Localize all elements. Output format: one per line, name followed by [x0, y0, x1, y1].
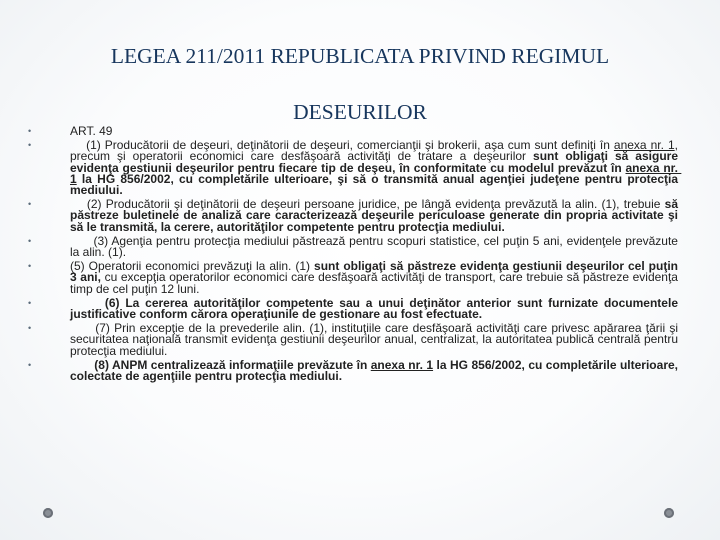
bullet-icon: • — [28, 199, 32, 210]
list-item — [28, 233, 682, 260]
paragraph-text: sunt obligaţi să asigure evidenţa gestiunii deşeurilor pentru fiecare tip de deşeu, în conformitate cu modelul prevăzut în — [70, 149, 682, 175]
paragraph-text: , precum şi operatorii economici care desfăşoară activităţi de tratare a deşeurilor — [70, 138, 682, 164]
paragraph-text: (8) ANPM centralizează informaţiile prevăzute în — [70, 357, 371, 372]
paragraph-text: ART. 49 — [70, 124, 113, 138]
paragraph-text: (6) La cererea autorităţilor competente sau a unui deţinător anterior sunt furnizate documentele justificative conform cărora operaţiunile de gestionare au fost efectuate. — [70, 295, 682, 322]
bullet-icon: • — [28, 323, 32, 334]
list-item — [28, 138, 682, 198]
slide-title — [40, 28, 680, 140]
list-item — [28, 295, 682, 322]
bullet-icon: • — [28, 140, 32, 151]
list-item — [28, 126, 678, 137]
list-item — [28, 321, 682, 358]
title-line-2: DESEURILOR — [293, 100, 427, 124]
paragraph-text: (1) Producătorii de deşeuri, deţinătorii de deşeuri, comercianţii şi brokerii, aşa cum sunt definiţi în — [70, 138, 614, 153]
paragraph-text: cu excepţia operatorilor economici care desfăşoară activităţi de transport, care trebuie să păstreze evidenţa timp de cel puţin 12 luni. — [70, 270, 682, 296]
annex-reference-link-text: anexa nr. 1 — [370, 357, 434, 372]
paragraph-text: (7) Prin excepţie de la prevederile alin. (1), instituţiile care desfăşoară activităţi care privesc apărarea ţării şi securitatea naţională transmit evidenţa gestiunii deşeurilor anual, centralizat, la autoritatea publică centrală pentru protecţia mediului. — [70, 321, 682, 358]
paragraph-text: (2) Producătorii şi deţinătorii de deşeuri persoane juridice, pe lângă evidenţa prevăzută la alin. (1), trebuie — [70, 197, 665, 212]
bullet-icon: • — [28, 126, 32, 136]
paragraph-text: la HG 856/2002, cu completările ulterioare, colectate de agenţiile pentru protecţia mediului. — [70, 357, 682, 384]
list-item — [28, 357, 682, 384]
list-item — [28, 197, 682, 234]
annex-reference-link-text: anexa nr. 1 — [613, 138, 675, 153]
bullet-icon: • — [28, 359, 32, 370]
bullet-icon: • — [28, 235, 32, 246]
list-item — [28, 259, 682, 296]
paragraph-text: (5) Operatorii economici prevăzuţi la alin. (1) — [70, 259, 315, 274]
left-decoration-dot — [43, 508, 53, 518]
paragraph-text: sunt obligaţi să păstreze evidenţa gestiunii deşeurilor cel puţin 3 ani, — [70, 259, 682, 285]
paragraph-text: la HG 856/2002, cu completările ulterioare, şi să o transmită anual agenţiei judeţene pentru protecţia mediului. — [70, 171, 682, 198]
paragraph-text: să păstreze buletinele de analiză care caracterizează deşeurile periculoase generate din propria activitate şi să le transmită, la cerere, autorităţilor competente pentru protecţia mediului. — [70, 197, 682, 234]
bullet-icon: • — [28, 261, 32, 272]
bullet-icon: • — [28, 297, 32, 308]
annex-reference-link-text: anexa nr. 1 — [70, 160, 682, 186]
right-decoration-dot — [664, 508, 674, 518]
paragraph-text: (3) Agenţia pentru protecţia mediului păstrează pentru scopuri statistice, cel puţin 5 ani, evidenţele prevăzute la alin. (1). — [70, 233, 682, 260]
article-bullet-list — [28, 124, 682, 385]
title-line-1: LEGEA 211/2011 REPUBLICATA PRIVIND REGIMUL — [110, 44, 610, 68]
